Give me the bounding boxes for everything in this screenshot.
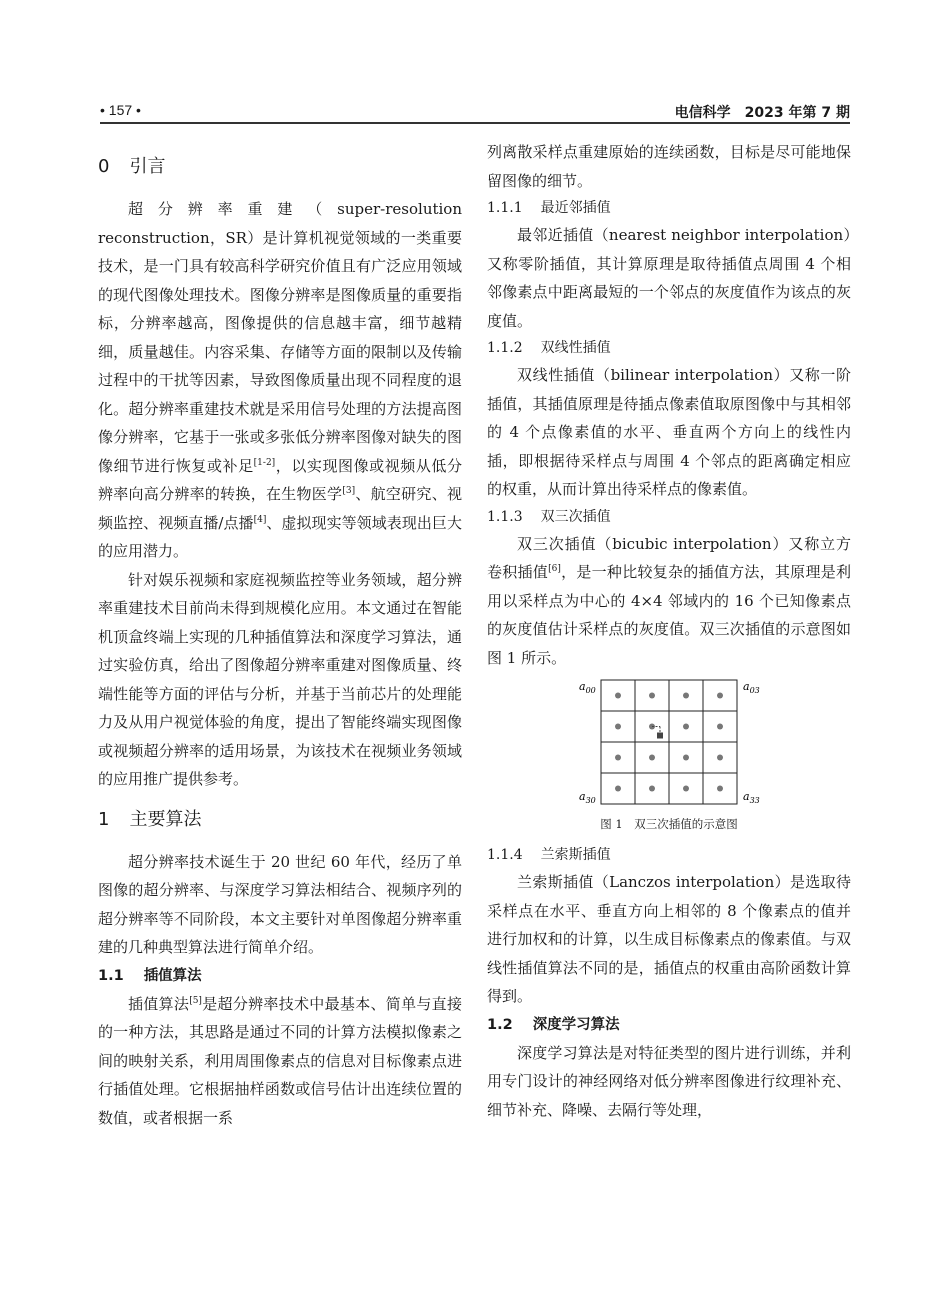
bicubic-grid-diagram [487, 678, 851, 818]
citation: [1-2] [253, 457, 276, 468]
paragraph-intro-1: 超分辨率重建（super-resolution reconstruction，SR）是计算机视觉领域的一类重要技术，是一门具有较高科学研究价值且有广泛应用领域的现代图像处理技术。图像分辨率是图像质量的重要指标，分辨率越高，图像提供的信息越丰富，细节越精细，质量越佳。内容采集、存储等方面的限制以及传输过程中的干扰等因素，导致图像质量出现不同程度的退化。超分辨率重建技术就是采用信号处理的方法提高图像分辨率，它基于一张或多张低分辨率图像对缺失的图像细节进行恢复或补足[1-2]，以实现图像或视频从低分辨率向高分辨率的转换，在生物医学[3]、航空研究、视频监控、视频直播/点播[4]、虚拟现实等领域表现出巨大的应用潜力。 [98, 200, 462, 560]
paragraph-interpolation: 插值算法[5]是超分辨率技术中最基本、简单与直接的一种方法，其思路是通过不同的计算方法模拟像素之间的映射关系，利用周围像素点的信息对目标像素点进行插值处理。它根据抽样函数或信号估计出连续位置的数值，或者根据一系 [98, 994, 462, 1127]
paragraph-continued: 列离散采样点重建原始的连续函数，目标是尽可能地保留图像的细节。 [487, 143, 851, 190]
grid-cells [601, 680, 737, 804]
journal-issue: 电信科学 2023 年第 7 期 [674, 105, 850, 121]
paragraph-deep-learning: 深度学习算法是对特征类型的图片进行训练，并利用专门设计的神经网络对低分辨率图像进行纹理补充、细节补充、降噪、去隔行等处理， [487, 1043, 851, 1119]
header-rule [100, 122, 850, 124]
citation: [5] [189, 995, 202, 1006]
label-a00: $a_{00}$ [579, 680, 596, 695]
label-a33: $a_{33}$ [743, 790, 760, 805]
page-number: • 157 • [100, 102, 141, 118]
left-column [98, 138, 462, 1132]
page-header [100, 96, 850, 124]
section-1-2-heading: 1.2 深度学习算法 [487, 1016, 620, 1033]
paragraph-algorithms: 超分辨率技术诞生于 20 世纪 60 年代，经历了单图像的超分辨率、与深度学习算法相结合、视频序列的超分辨率等不同阶段，本文主要针对单图像超分辨率重建的几种典型算法进行简单介绍。 [98, 852, 462, 956]
citation: [6] [548, 564, 561, 574]
section-0-heading: 0 引言 [98, 156, 166, 177]
citation: [4] [253, 514, 267, 525]
figure-caption: 图 1 双三次插值的示意图 [600, 817, 738, 831]
label-a03: $a_{03}$ [743, 680, 760, 695]
section-1-1-1-heading: 1.1.1 最近邻插值 [487, 200, 611, 216]
paragraph-intro-2: 针对娱乐视频和家庭视频监控等业务领域，超分辨率重建技术目前尚未得到规模化应用。本文通过在智能机顶盒终端上实现的几种插值算法和深度学习算法，通过实验仿真，给出了图像超分辨率重建对图像质量、终端性能等方面的评估与分析，并基于当前芯片的处理能力及从用户视觉体验的角度，提出了智能终端实现图像或视频超分辨率的适用场景，为该技术在视频业务领域的应用推广提供参考。 [98, 570, 462, 788]
paragraph-bicubic: 双三次插值（bicubic interpolation）又称立方卷积插值[6]，是一种比较复杂的插值方法，其原理是利用以采样点为中心的 4×4 邻域内的 16 个已知像素点的灰度值估计采样点的灰度值。双三次插值的示意图如图 1 所示。 [487, 534, 851, 667]
citation: [3] [342, 486, 356, 496]
label-a30: $a_{30}$ [579, 790, 596, 805]
paragraph-lanczos: 兰索斯插值（Lanczos interpolation）是选取待采样点在水平、垂直方向上相邻的 8 个像素点的值并进行加权和的计算，以生成目标像素点的像素值。与双线性插值算法不同的是，插值点的权重由高阶函数计算得到。 [487, 873, 851, 1005]
figure-1 [487, 678, 851, 838]
section-1-heading: 1 主要算法 [98, 808, 202, 830]
paragraph-bilinear: 双线性插值（bilinear interpolation）又称一阶插值，其插值原理是待插点像素值取原图像中与其相邻的 4 个点像素值的水平、垂直两个方向上的线性内插，即根据待采样点与周围 4 个邻点的距离确定相应的权重，从而计算出待采样点的像素值。 [487, 366, 851, 498]
section-1-1-heading: 1.1 插值算法 [98, 967, 202, 984]
paragraph-nearest: 最邻近插值（nearest neighbor interpolation）又称零阶插值，其计算原理是取待插值点周围 4 个相邻像素点中距离最短的一个邻点的灰度值作为该点的灰度值。 [487, 226, 851, 330]
section-1-1-3-heading: 1.1.3 双三次插值 [487, 508, 611, 525]
section-1-1-2-heading: 1.1.2 双线性插值 [487, 340, 611, 356]
right-column [487, 138, 851, 1124]
section-1-1-4-heading: 1.1.4 兰索斯插值 [487, 847, 611, 863]
